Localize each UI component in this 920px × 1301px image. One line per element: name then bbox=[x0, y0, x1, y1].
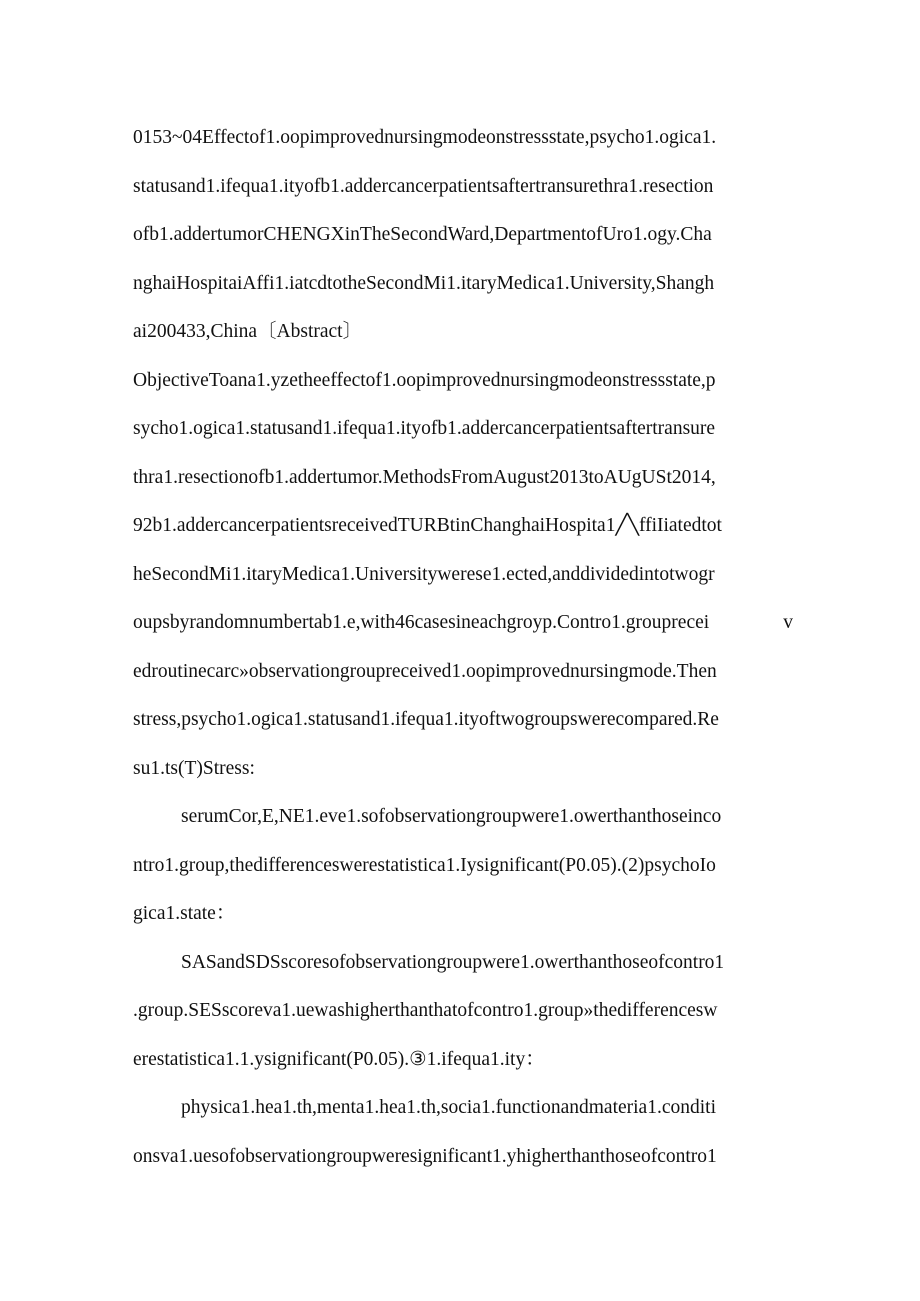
text-line: serumCor,E,NE1.eve1.sofobservationgroupwere1.owerthanthoseinco bbox=[181, 806, 722, 827]
text-line: heSecondMi1.itaryMedica1.Universitywerese1.ected,anddividedintotwogr bbox=[133, 563, 715, 585]
text-line: 92b1.addercancerpatientsreceivedTURBtinChanghaiHospita1╱╲ffiIiatedtot bbox=[133, 515, 722, 536]
text-line: su1.ts(T)Stress: bbox=[133, 757, 255, 779]
text-line: ai200433,China〔Abstract〕 bbox=[133, 321, 363, 342]
text-line: ntro1.group,thedifferenceswerestatistica1.Iysignificant(P0.05).(2)psychoIo bbox=[133, 854, 716, 876]
text-line: edroutinecarc»observationgroupreceived1.oopimprovednursingmode.Then bbox=[133, 660, 717, 682]
text-line: ofb1.addertumorCHENGXinTheSecondWard,DepartmentofUro1.ogy.Cha bbox=[133, 224, 712, 245]
text-line: statusand1.ifequa1.ityofb1.addercancerpatientsaftertransurethra1.resection bbox=[133, 175, 714, 197]
text-line: nghaiHospitaiAffi1.iatcdtotheSecondMi1.itaryMedica1.University,Shangh bbox=[133, 272, 715, 294]
text-line: erestatistica1.1.ysignificant(P0.05).③1.ifequa1.ity： bbox=[133, 1048, 545, 1070]
abstract-text-block bbox=[133, 114, 793, 1181]
text-line: onsva1.uesofobservationgroupweresignificant1.yhigherthanthoseofcontro1 bbox=[133, 1145, 717, 1167]
text-line: physica1.hea1.th,menta1.hea1.th,socia1.functionandmateria1.conditi bbox=[181, 1097, 716, 1118]
text-line: .group.SESscoreva1.uewashigherthanthatofcontro1.group»thedifferencesw bbox=[133, 1000, 718, 1021]
text-line: SASandSDSscoresofobservationgroupwere1.owerthanthoseofcontro1 bbox=[181, 951, 725, 973]
text-line: gica1.state： bbox=[133, 903, 236, 924]
text-line: thra1.resectionofb1.addertumor.MethodsFromAugust2013toAUgUSt2014, bbox=[133, 466, 716, 488]
text-line: ObjectiveToana1.yzetheeffectof1.oopimprovednursingmodeonstressstate,p bbox=[133, 369, 716, 391]
text-line: sycho1.ogica1.statusand1.ifequa1.ityofb1.addercancerpatientsaftertransure bbox=[133, 418, 716, 439]
text-line: oupsbyrandomnumbertab1.e,with46casesineachgroyp.Contro1.grouprecei v bbox=[133, 612, 793, 633]
text-line: 0153~04Effectof1.oopimprovednursingmodeonstressstate,psycho1.ogica1. bbox=[133, 127, 717, 148]
text-line: stress,psycho1.ogica1.statusand1.ifequa1.ityoftwogroupswerecompared.Re bbox=[133, 709, 719, 730]
